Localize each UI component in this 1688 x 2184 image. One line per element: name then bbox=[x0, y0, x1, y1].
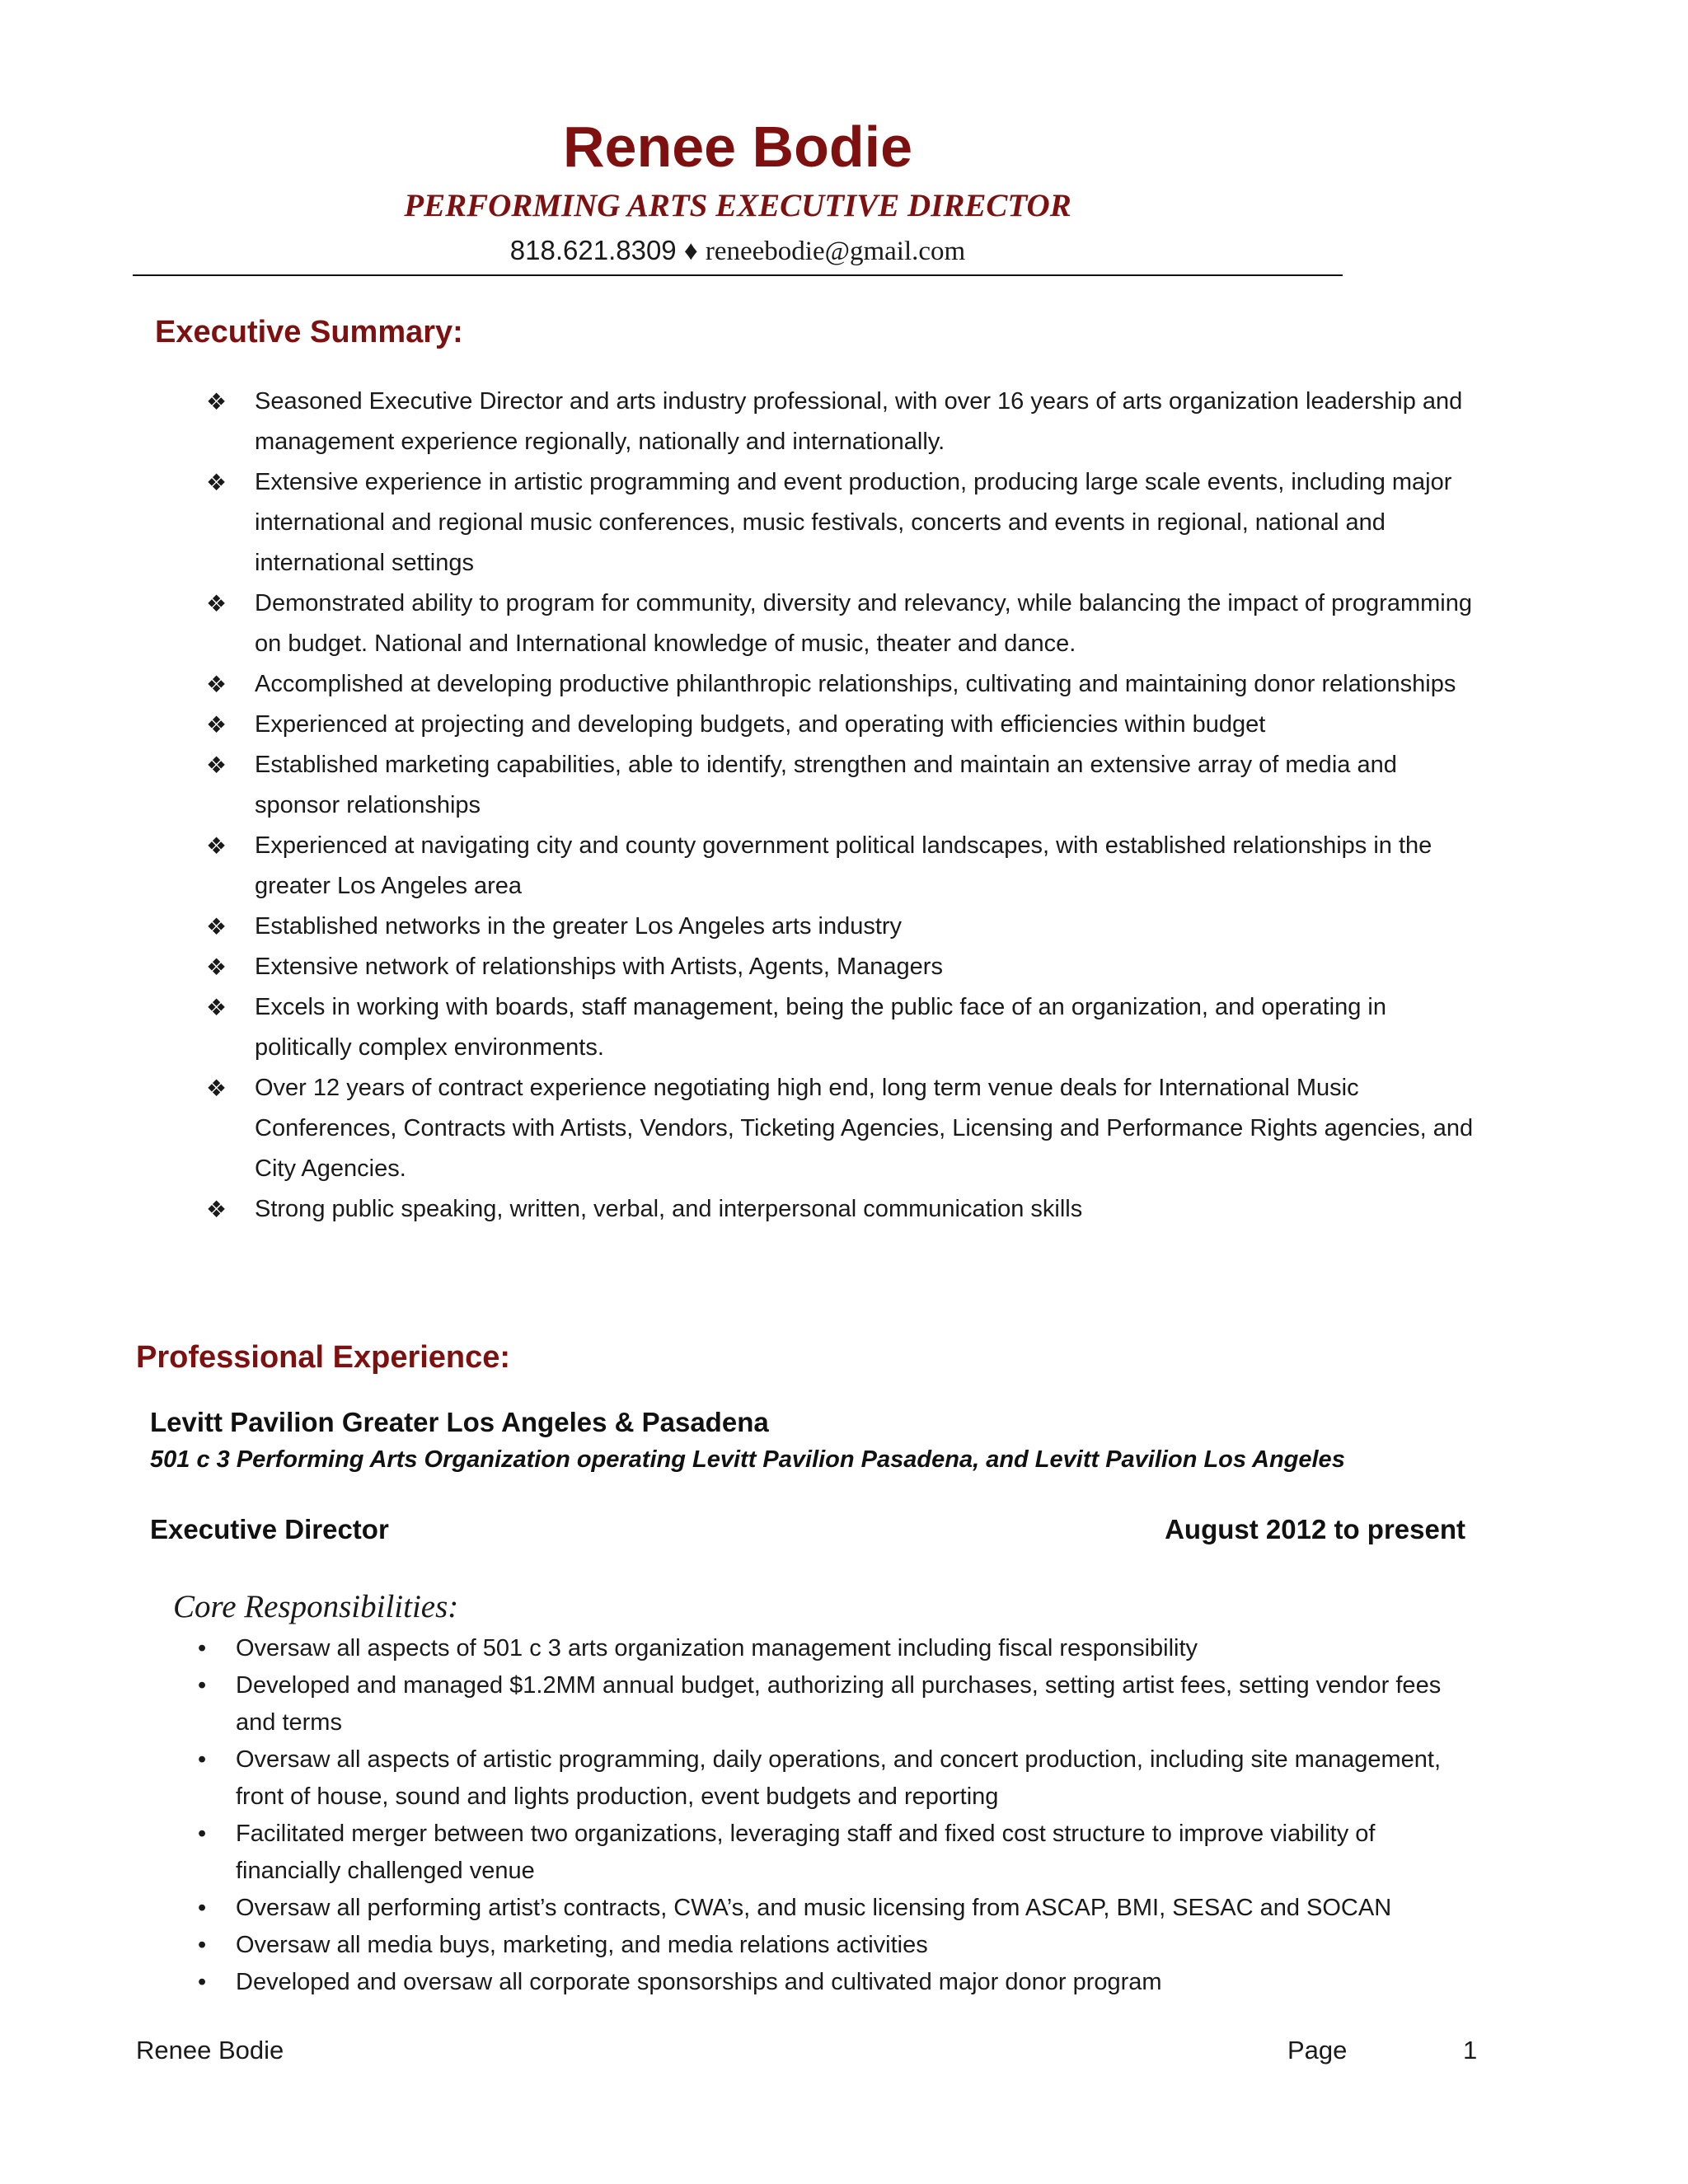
summary-item-text: Strong public speaking, written, verbal, and interpersonal communication skills bbox=[255, 1196, 1083, 1222]
responsibility-item-text: Oversaw all aspects of artistic programming, daily operations, and concert production, including site management, front of house, sound and lights production, event budgets and reporting bbox=[236, 1746, 1442, 1810]
footer-page-label: Page bbox=[1287, 2036, 1348, 2064]
summary-item-text: Accomplished at developing productive philanthropic relationships, cultivating and maintaining donor relationships bbox=[255, 671, 1456, 697]
summary-item bbox=[206, 705, 1475, 745]
footer-name: Renee Bodie bbox=[136, 2036, 284, 2064]
bullet-dot-icon: • bbox=[198, 1635, 207, 1661]
job-role: Executive Director bbox=[150, 1514, 389, 1544]
summary-item bbox=[206, 987, 1475, 1068]
summary-item bbox=[206, 583, 1475, 664]
email-address: reneebodie@gmail.com bbox=[705, 237, 966, 266]
diamond-bullet-icon: ❖ bbox=[206, 470, 227, 495]
bullet-dot-icon: • bbox=[198, 1746, 207, 1773]
responsibility-item bbox=[198, 1816, 1484, 1890]
phone-number: 818.621.8309 bbox=[509, 235, 677, 265]
executive-summary-list bbox=[206, 382, 1475, 1230]
summary-item bbox=[206, 382, 1475, 462]
diamond-bullet-icon: ❖ bbox=[206, 712, 227, 738]
responsibility-item bbox=[198, 1667, 1484, 1741]
diamond-bullet-icon: ❖ bbox=[206, 833, 227, 859]
diamond-separator-icon: ♦ bbox=[683, 235, 698, 265]
organization-description: 501 c 3 Performing Arts Organization operating Levitt Pavilion Pasadena, and Levitt Pavilion Los Angeles bbox=[150, 1446, 1345, 1473]
responsibility-item bbox=[198, 1741, 1484, 1816]
summary-item bbox=[206, 826, 1475, 907]
summary-item-text: Excels in working with boards, staff management, being the public face of an organization, and operating in politically complex environments. bbox=[255, 994, 1386, 1061]
responsibility-item-text: Oversaw all aspects of 501 c 3 arts organization management including fiscal responsibility bbox=[236, 1635, 1198, 1661]
summary-item-text: Extensive experience in artistic programming and event production, producing large scale events, including major international and regional music conferences, music festivals, concerts and events in regional, national and international settings bbox=[255, 469, 1452, 576]
summary-item-text: Experienced at projecting and developing budgets, and operating with efficiencies within budget bbox=[255, 711, 1266, 738]
responsibility-item bbox=[198, 1890, 1484, 1927]
responsibility-item bbox=[198, 1964, 1484, 2001]
responsibilities-list bbox=[198, 1630, 1484, 2001]
summary-item bbox=[206, 947, 1475, 987]
summary-item bbox=[206, 907, 1475, 947]
professional-experience-heading: Professional Experience: bbox=[136, 1340, 511, 1375]
responsibility-item-text: Oversaw all media buys, marketing, and media relations activities bbox=[236, 1932, 928, 1958]
bullet-dot-icon: • bbox=[198, 1895, 207, 1921]
diamond-bullet-icon: ❖ bbox=[206, 914, 227, 940]
summary-item-text: Established marketing capabilities, able to identify, strengthen and maintain an extensive array of media and sponsor relationships bbox=[255, 752, 1397, 818]
bullet-dot-icon: • bbox=[198, 1932, 207, 1958]
diamond-bullet-icon: ❖ bbox=[206, 752, 227, 778]
responsibility-item-text: Oversaw all performing artist’s contracts, CWA’s, and music licensing from ASCAP, BMI, SESAC and SOCAN bbox=[236, 1895, 1392, 1921]
summary-item bbox=[206, 745, 1475, 826]
responsibility-item bbox=[198, 1927, 1484, 1964]
header-divider bbox=[133, 274, 1343, 276]
responsibility-item-text: Developed and managed $1.2MM annual budget, authorizing all purchases, setting artist fees, setting vendor fees and terms bbox=[236, 1672, 1442, 1736]
organization-name: Levitt Pavilion Greater Los Angeles & Pasadena bbox=[150, 1407, 769, 1437]
summary-item bbox=[206, 462, 1475, 583]
summary-item-text: Over 12 years of contract experience negotiating high end, long term venue deals for International Music Conferences, Contracts with Artists, Vendors, Ticketing Agencies, Licensing and Performance Rights agencies, and City Agencies. bbox=[255, 1075, 1474, 1182]
summary-item bbox=[206, 1189, 1475, 1230]
summary-item-text: Established networks in the greater Los Angeles arts industry bbox=[255, 913, 903, 940]
summary-item bbox=[206, 664, 1475, 705]
responsibility-item bbox=[198, 1630, 1484, 1667]
job-dates: August 2012 to present bbox=[1165, 1514, 1465, 1544]
footer-page-number: 1 bbox=[1463, 2036, 1478, 2064]
executive-summary-heading: Executive Summary: bbox=[155, 315, 463, 349]
candidate-name: Renee Bodie bbox=[563, 115, 912, 179]
summary-item-text: Experienced at navigating city and county government political landscapes, with established relationships in the greater Los Angeles area bbox=[255, 832, 1432, 899]
diamond-bullet-icon: ❖ bbox=[206, 954, 227, 980]
diamond-bullet-icon: ❖ bbox=[206, 1076, 227, 1101]
candidate-title: PERFORMING ARTS EXECUTIVE DIRECTOR bbox=[404, 188, 1071, 223]
diamond-bullet-icon: ❖ bbox=[206, 1197, 227, 1222]
diamond-bullet-icon: ❖ bbox=[206, 591, 227, 616]
diamond-bullet-icon: ❖ bbox=[206, 995, 227, 1020]
diamond-bullet-icon: ❖ bbox=[206, 389, 227, 415]
contact-line bbox=[0, 234, 1475, 268]
bullet-dot-icon: • bbox=[198, 1969, 207, 1995]
diamond-bullet-icon: ❖ bbox=[206, 672, 227, 697]
summary-item-text: Seasoned Executive Director and arts industry professional, with over 16 years of arts organization leadership and management experience regionally, nationally and internationally. bbox=[255, 388, 1463, 455]
bullet-dot-icon: • bbox=[198, 1672, 207, 1699]
responsibility-item-text: Facilitated merger between two organizations, leveraging staff and fixed cost structure to improve viability of financially challenged venue bbox=[236, 1821, 1376, 1884]
bullet-dot-icon: • bbox=[198, 1821, 207, 1847]
summary-item-text: Extensive network of relationships with Artists, Agents, Managers bbox=[255, 954, 943, 980]
summary-item-text: Demonstrated ability to program for community, diversity and relevancy, while balancing the impact of programming on budget. National and International knowledge of music, theater and dance. bbox=[255, 590, 1472, 657]
core-responsibilities-heading: Core Responsibilities: bbox=[173, 1589, 459, 1624]
summary-item bbox=[206, 1068, 1475, 1189]
responsibility-item-text: Developed and oversaw all corporate sponsorships and cultivated major donor program bbox=[236, 1969, 1162, 1995]
